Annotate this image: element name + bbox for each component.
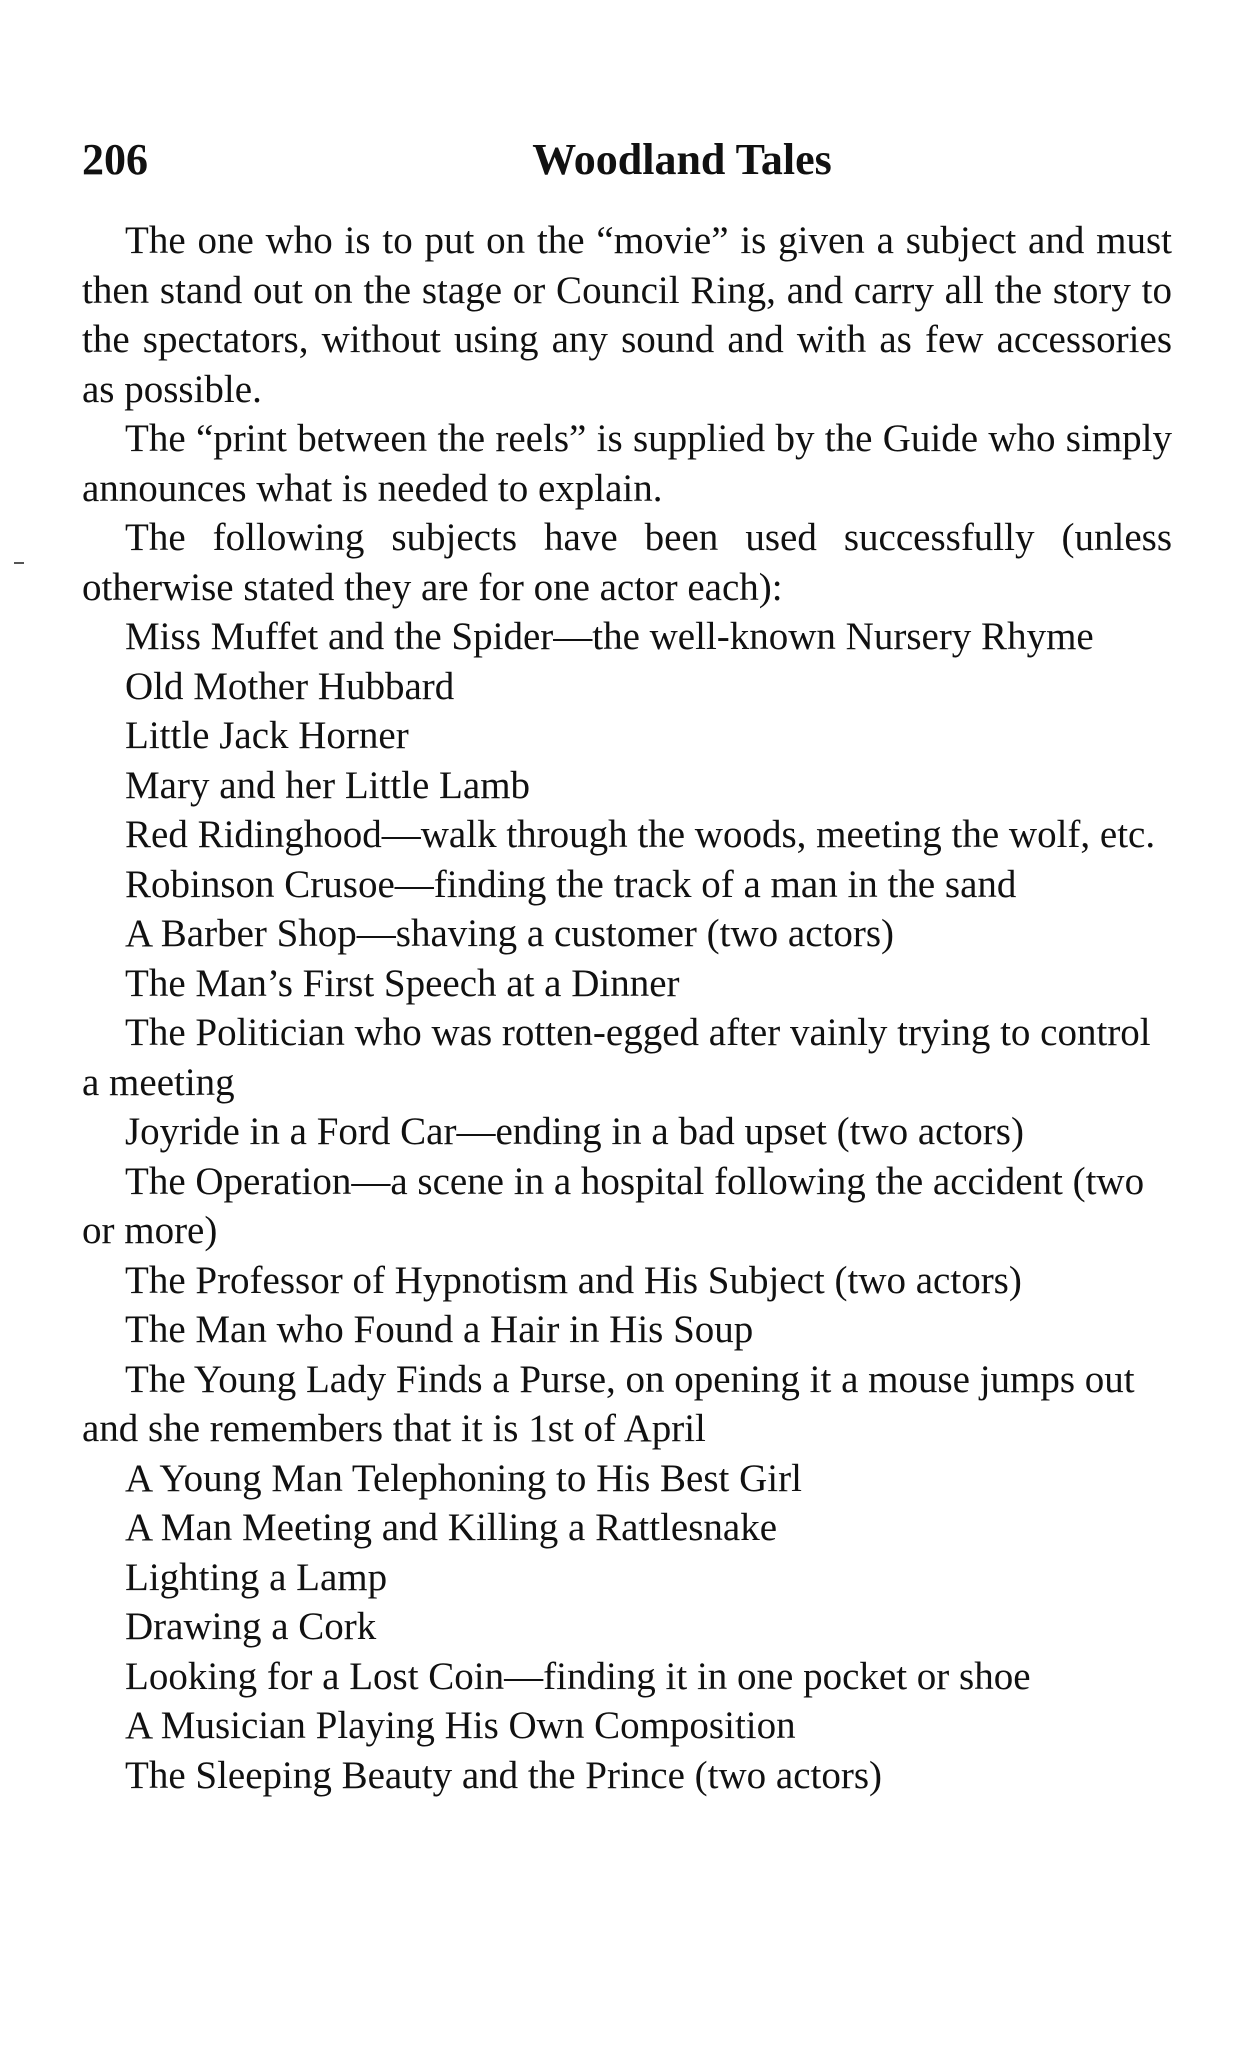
list-item: Miss Muffet and the Spider—the well-known Nursery Rhyme	[125, 615, 1094, 658]
list-item: Robinson Crusoe—finding the track of a man in the sand	[125, 862, 1017, 906]
list-item: A Young Man Telephoning to His Best Girl	[125, 1456, 802, 1500]
subjects-list	[82, 612, 1172, 1800]
paragraph-subjects-intro: The following subjects have been used successfully (unless otherwise stated they are for one actor each):	[82, 516, 1172, 609]
running-title: Woodland Tales	[532, 135, 832, 184]
list-item: A Man Meeting and Killing a Rattlesnake	[125, 1506, 778, 1549]
list-item: Lighting a Lamp	[125, 1555, 388, 1599]
page-number: 206	[82, 135, 148, 184]
paragraph-print-between-reels: The “print between the reels” is supplied by the Guide who simply announces what is needed to explain.	[82, 417, 1172, 510]
list-item: Old Mother Hubbard	[125, 664, 455, 708]
list-item: The Man who Found a Hair in His Soup	[125, 1308, 754, 1351]
list-item: The Sleeping Beauty and the Prince (two actors)	[125, 1753, 883, 1797]
list-item: The Operation—a scene in a hospital following the accident (two or more)	[82, 1159, 1145, 1252]
list-item: Little Jack Horner	[125, 714, 409, 757]
scan-speck	[14, 562, 24, 564]
list-item: Joyride in a Ford Car—ending in a bad upset (two actors)	[125, 1110, 1024, 1153]
list-item: Red Ridinghood—walk through the woods, meeting the wolf, etc.	[125, 813, 1156, 856]
paragraph-movie-intro: The one who is to put on the “movie” is given a subject and must then stand out on the stage or Council Ring, and carry all the story to the spectators, without using any sound and with as few accessories as possible.	[82, 219, 1172, 411]
list-item: The Politician who was rotten-egged after vainly trying to control a meeting	[82, 1011, 1151, 1104]
list-item: The Professor of Hypnotism and His Subject (two actors)	[125, 1258, 1022, 1302]
list-item: The Man’s First Speech at a Dinner	[125, 961, 680, 1005]
list-item: The Young Lady Finds a Purse, on opening it a mouse jumps out and she remembers that it is 1st of April	[82, 1357, 1135, 1450]
page-header	[82, 130, 1172, 190]
list-item: Drawing a Cork	[125, 1605, 377, 1648]
list-item: A Barber Shop—shaving a customer (two actors)	[125, 912, 894, 955]
list-item: Mary and her Little Lamb	[125, 763, 531, 807]
list-item: A Musician Playing His Own Composition	[125, 1704, 796, 1747]
list-item: Looking for a Lost Coin—finding it in one pocket or shoe	[125, 1654, 1031, 1698]
body-text	[82, 216, 1172, 1800]
